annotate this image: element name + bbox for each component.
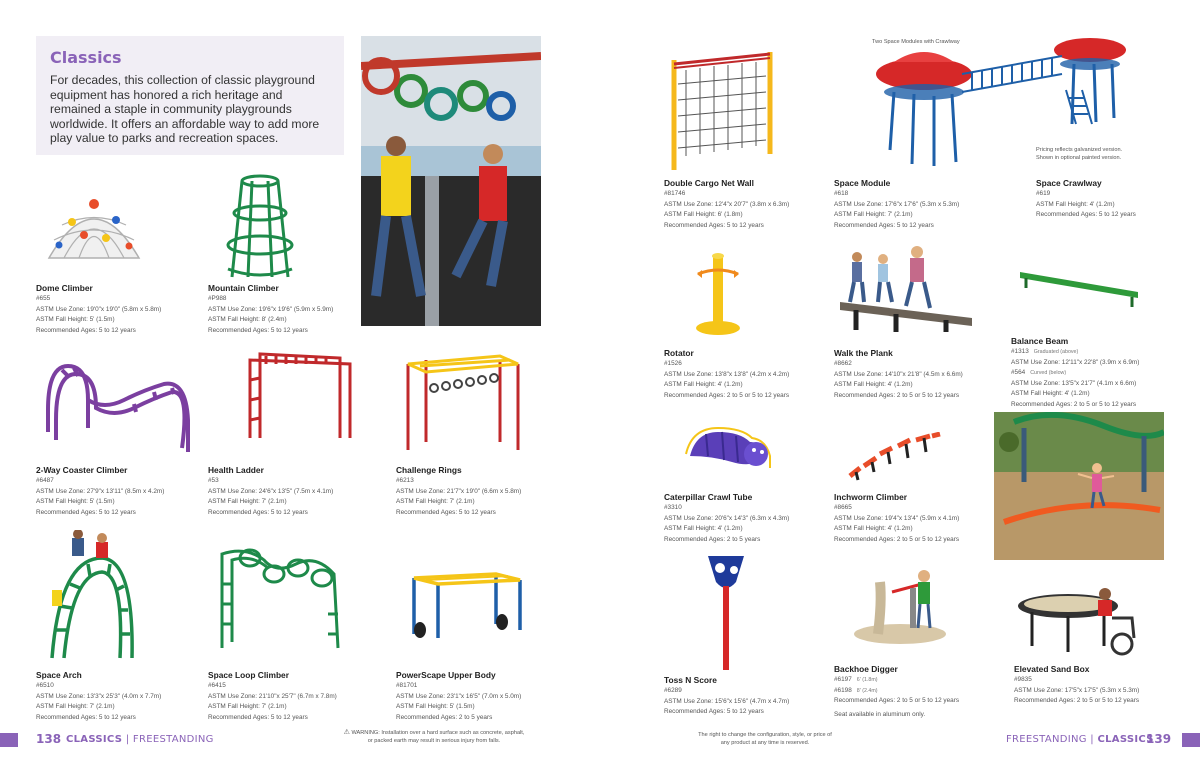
product-ages: Recommended Ages: 5 to 12 years: [208, 326, 308, 334]
challenge-rings-info: [396, 465, 522, 518]
product-number: #619: [1036, 190, 1051, 197]
product-name: Challenge Rings: [396, 465, 462, 475]
mountain-climber-info: [208, 283, 373, 336]
rights-note: [672, 731, 858, 747]
caterpillar-info: [664, 492, 829, 545]
product-number: #6289: [664, 687, 682, 694]
warning-icon: ⚠: [343, 729, 350, 736]
product-use-zone: ASTM Use Zone: 19'4"x 13'4" (5.9m x 4.1m): [834, 514, 960, 522]
product-number-curved: [1011, 368, 1161, 379]
backhoe-image: [852, 562, 948, 644]
product-ages: Recommended Ages: 5 to 12 years: [208, 508, 308, 516]
product-ages: Recommended Ages: 5 to 12 years: [664, 708, 764, 715]
product-number: #6487: [36, 477, 54, 484]
product-number: #8662: [834, 360, 852, 367]
product-number: #6198: [834, 686, 852, 694]
rotator-image: [692, 250, 744, 336]
product-number: #53: [208, 477, 219, 484]
product-ages: Recommended Ages: 5 to 12 years: [208, 713, 308, 721]
product-number-graduated: [1011, 347, 1161, 358]
page-number-left: 138: [36, 732, 62, 746]
product-ages: Recommended Ages: 2 to 5 years: [664, 535, 761, 543]
product-ages: Recommended Ages: 2 to 5 or 5 to 12 years: [664, 391, 790, 399]
product-number: #1313: [1011, 348, 1029, 355]
inchworm-image: [846, 432, 944, 482]
space-loop-info: [208, 670, 373, 723]
caterpillar-image: [682, 418, 776, 472]
product-fall-height: ASTM Fall Height: 4' (1.2m): [1011, 390, 1090, 397]
sand-box-info: [1014, 664, 1179, 707]
product-use-zone: ASTM Use Zone: 17'5"x 17'5" (5.3m x 5.3m): [1014, 686, 1140, 694]
coaster-climber-image: [44, 360, 194, 455]
product-name: Dome Climber: [36, 283, 93, 293]
space-loop-image: [216, 544, 346, 650]
section-label-right: [1006, 734, 1154, 745]
product-use-zone: ASTM Use Zone: 17'6"x 17'6" (5.3m x 5.3m): [834, 200, 960, 208]
product-ages: Recommended Ages: 5 to 12 years: [664, 221, 764, 229]
product-number-8ft: [834, 686, 999, 697]
rights-line-2: any product at any time is reserved.: [720, 740, 810, 746]
product-ages: Recommended Ages: 5 to 12 years: [834, 221, 934, 229]
variant-label: 8' (2.4m): [856, 687, 878, 694]
product-use-zone: ASTM Use Zone: 23'1"x 16'5" (7.0m x 5.0m): [396, 692, 522, 700]
footer-bar-right: [1182, 733, 1200, 747]
mountain-climber-image: [222, 173, 298, 281]
product-ages: Recommended Ages: 2 to 5 or 5 to 12 years: [834, 391, 960, 399]
product-use-zone: ASTM Use Zone: 13'5"x 21'7" (4.1m x 6.6m): [1011, 379, 1137, 387]
product-number: #6415: [208, 682, 226, 689]
space-module-info: [834, 178, 999, 231]
footer-bar-left: [0, 733, 18, 747]
walk-plank-image: [836, 240, 976, 332]
product-number: #6213: [396, 477, 414, 484]
product-name: PowerScape Upper Body: [396, 670, 496, 680]
variant-label: Curved (below): [1030, 370, 1067, 376]
rights-line-1: The right to change the configuration, style, or price of: [698, 732, 832, 738]
sand-box-image: [1016, 586, 1142, 656]
product-name: Health Ladder: [208, 465, 264, 475]
product-ages: Recommended Ages: 5 to 12 years: [36, 508, 136, 516]
walk-plank-info: [834, 348, 999, 401]
warning-text-1: WARNING: Installation over a hard surface such as concrete, asphalt,: [351, 730, 525, 736]
upper-body-info: [396, 670, 561, 723]
product-number-6ft: [834, 675, 999, 686]
product-use-zone: ASTM Use Zone: 21'10"x 25'7" (6.7m x 7.8m): [208, 692, 337, 700]
product-use-zone: ASTM Use Zone: 21'7"x 19'0" (6.6m x 5.8m): [396, 487, 522, 495]
section-separator: |: [122, 734, 133, 745]
product-number: #6197: [834, 676, 852, 683]
product-use-zone: ASTM Use Zone: 19'6"x 19'6" (5.9m x 5.9m): [208, 305, 334, 313]
upper-body-image: [408, 568, 528, 638]
pricing-note-line-2: Shown in optional painted version.: [1036, 155, 1122, 161]
dome-climber-info: [36, 283, 201, 336]
product-use-zone: ASTM Use Zone: 19'0"x 19'0" (5.8m x 5.8m): [36, 305, 162, 313]
page-number-right: 139: [1146, 732, 1172, 746]
space-crawlway-info: [1036, 178, 1176, 221]
product-ages: Recommended Ages: 2 to 5 or 5 to 12 years: [1014, 697, 1140, 704]
product-use-zone: ASTM Use Zone: 20'6"x 14'3" (6.3m x 4.3m): [664, 514, 790, 522]
product-name: Backhoe Digger: [834, 664, 898, 674]
curved-beam-photo: [994, 412, 1164, 560]
product-fall-height: ASTM Fall Height: 5' (1.5m): [396, 703, 475, 710]
warning-line-2: or packed earth may result in serious injury from falls.: [367, 738, 501, 744]
product-name: Walk the Plank: [834, 348, 893, 358]
balance-beam-info: [1011, 336, 1161, 410]
health-ladder-info: [208, 465, 373, 518]
cargo-net-image: [666, 44, 778, 172]
product-name: Space Module: [834, 178, 891, 188]
product-use-zone: ASTM Use Zone: 14'10"x 21'8" (4.5m x 6.6m): [834, 370, 963, 378]
product-name: Space Arch: [36, 670, 82, 680]
coaster-climber-info: [36, 465, 201, 518]
section-bold: CLASSICS: [66, 734, 123, 745]
rotator-info: [664, 348, 829, 401]
product-use-zone: ASTM Use Zone: 12'11"x 22'8" (3.9m x 6.9m): [1011, 358, 1140, 366]
product-number: #564: [1011, 369, 1026, 376]
section-label-left: [66, 734, 214, 745]
product-use-zone: ASTM Use Zone: 15'6"x 15'6" (4.7m x 4.7m): [664, 697, 790, 705]
balance-beam-image: [1016, 266, 1142, 308]
product-name: Elevated Sand Box: [1014, 664, 1090, 674]
health-ladder-image: [240, 350, 355, 440]
variant-label: Graduated (above): [1033, 349, 1079, 355]
product-number: #81746: [664, 190, 686, 197]
product-ages: Recommended Ages: 2 to 5 or 5 to 12 years: [834, 697, 960, 704]
product-use-zone: ASTM Use Zone: 27'9"x 13'11" (8.5m x 4.2m): [36, 487, 165, 495]
product-fall-height: ASTM Fall Height: 4' (1.2m): [1036, 200, 1115, 208]
product-ages: Recommended Ages: 5 to 12 years: [36, 326, 136, 334]
dome-climber-image: [44, 190, 144, 265]
product-number: #618: [834, 190, 849, 197]
product-number: #81701: [396, 682, 418, 689]
section-rest: FREESTANDING: [1006, 734, 1087, 745]
space-arch-image: [48, 530, 136, 660]
product-fall-height: ASTM Fall Height: 7' (2.1m): [208, 498, 287, 505]
warning-note: [334, 729, 534, 745]
product-fall-height: ASTM Fall Height: 7' (2.1m): [208, 703, 287, 710]
product-name: Toss N Score: [664, 675, 717, 685]
product-name: Rotator: [664, 348, 694, 358]
product-ages: Recommended Ages: 5 to 12 years: [1036, 211, 1136, 218]
product-number: #655: [36, 295, 51, 302]
variant-label: 6' (1.8m): [856, 677, 878, 683]
product-number: #P988: [208, 295, 227, 302]
product-fall-height: ASTM Fall Height: 7' (2.1m): [36, 703, 115, 710]
hero-photo: [361, 36, 541, 326]
product-fall-height: ASTM Fall Height: 4' (1.2m): [834, 525, 913, 532]
pricing-note-line-1: Pricing reflects galvanized version.: [1036, 147, 1123, 153]
product-number: #3310: [664, 504, 682, 511]
section-rest: FREESTANDING: [132, 734, 214, 745]
two-modules-caption: Two Space Modules with Crawlway: [872, 39, 960, 45]
product-fall-height: ASTM Fall Height: 5' (1.5m): [36, 498, 115, 505]
product-name: Caterpillar Crawl Tube: [664, 492, 753, 502]
product-fall-height: ASTM Fall Height: 7' (2.1m): [834, 211, 913, 218]
product-name: Inchworm Climber: [834, 492, 908, 502]
space-arch-info: [36, 670, 201, 723]
inchworm-info: [834, 492, 999, 545]
product-number: #8665: [834, 504, 852, 511]
product-fall-height: ASTM Fall Height: 6' (1.8m): [664, 211, 743, 218]
section-separator: |: [1086, 734, 1098, 745]
backhoe-info: [834, 664, 999, 720]
intro-title: Classics: [50, 48, 122, 67]
product-name: Space Crawlway: [1036, 178, 1102, 188]
product-name: Double Cargo Net Wall: [664, 178, 754, 188]
product-ages: Recommended Ages: 5 to 12 years: [36, 713, 136, 721]
product-fall-height: ASTM Fall Height: 4' (1.2m): [664, 525, 743, 532]
product-use-zone: ASTM Use Zone: 13'3"x 25'3" (4.0m x 7.7m): [36, 692, 162, 700]
product-fall-height: ASTM Fall Height: 5' (1.5m): [36, 316, 115, 323]
warning-line-1: [334, 729, 534, 737]
product-name: Mountain Climber: [208, 283, 279, 293]
product-ages: Recommended Ages: 2 to 5 years: [396, 713, 493, 721]
product-number: #9835: [1014, 676, 1032, 683]
pricing-note: [1036, 146, 1136, 162]
intro-body: For decades, this collection of classic playground equipment has honored a rich heritage and remained a staple in community playgrounds worldwide. It offers an affordable way to add more play value to parks and recreation spaces.: [50, 73, 320, 145]
product-name: Balance Beam: [1011, 336, 1069, 346]
product-fall-height: ASTM Fall Height: 8' (2.4m): [208, 316, 287, 323]
product-ages: Recommended Ages: 2 to 5 or 5 to 12 years: [834, 535, 960, 543]
product-name: 2-Way Coaster Climber: [36, 465, 128, 475]
intro-box: [36, 36, 344, 155]
product-use-zone: ASTM Use Zone: 13'8"x 13'8" (4.2m x 4.2m): [664, 370, 790, 378]
product-use-zone: ASTM Use Zone: 12'4"x 20'7" (3.8m x 6.3m): [664, 200, 790, 208]
product-number: #6510: [36, 682, 54, 689]
toss-score-image: [704, 552, 748, 670]
product-fall-height: ASTM Fall Height: 4' (1.2m): [664, 381, 743, 388]
product-fall-height-ages: ASTM Fall Height: 7' (2.1m) Recommended Ages: 5 to 12 years: [396, 498, 496, 516]
product-note: Seat available in aluminum only.: [834, 710, 926, 718]
product-ages: Recommended Ages: 2 to 5 or 5 to 12 years: [1011, 400, 1137, 408]
product-fall-height: ASTM Fall Height: 4' (1.2m): [834, 381, 913, 388]
cargo-net-info: [664, 178, 829, 231]
product-number: #1526: [664, 360, 682, 367]
product-use-zone: ASTM Use Zone: 24'6"x 13'5" (7.5m x 4.1m): [208, 487, 334, 495]
section-bold: CLASSICS: [1097, 734, 1154, 745]
challenge-rings-image: [400, 352, 522, 452]
product-name: Space Loop Climber: [208, 670, 289, 680]
toss-score-info: [664, 675, 829, 718]
